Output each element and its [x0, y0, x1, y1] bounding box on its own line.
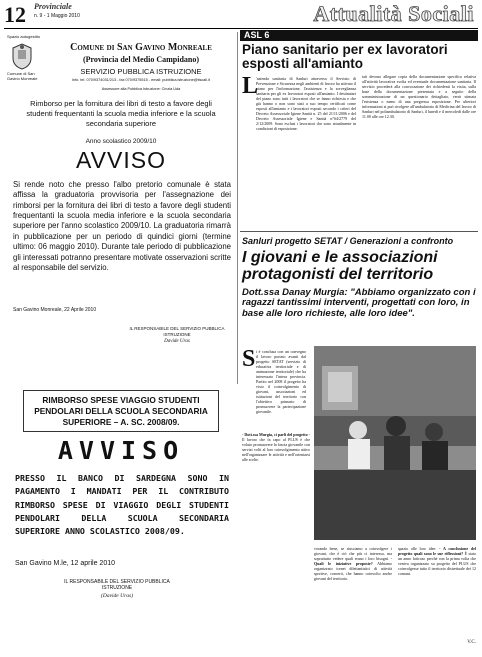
notice-rimborso-viaggio [5, 388, 237, 650]
byline: V.C. [467, 640, 476, 645]
issue-date: n. 9 - 1 Maggio 2010 [34, 13, 80, 19]
article2-kicker: Sanluri progetto SETAT / Generazioni a confronto [242, 236, 454, 246]
interview-question: - Dott.ssa Murgia, ci parli del progetto [242, 432, 308, 437]
notice2-signatory-name: (Davide Uras) [101, 593, 133, 599]
article-text: 'azienda sanitaria di Sanluri attraverso il Servizio di Prevenzione e Sicurezza negli ambienti di lavoro ha attivato il piano per l'informazione, l'assistenza e la sorveglianza sanitaria per gli ex lavoratori esposti all'amianto. I destinatari del piano sono tutti i lavoratori che se fanno richiesta e che già hanno o non sono stati a suo tempo certificati come esposti all'amianto e i lavoratori esposti secondo i criteri del Decreto Assessoriale Igiene Sanità n. 25 del 21/11/2006 e del Decreto Assessoriale Igiene e Sanità n°64/2779 del 2/12/2009. Sono esclusi i lavoratori che sono attualmente in condizioni di esposizione. [256, 76, 356, 131]
page-number: 12 [4, 2, 26, 27]
notice-heading: AVVISO [76, 147, 166, 173]
article-kicker-bar [240, 30, 478, 41]
masthead-rule [4, 28, 478, 29]
interview-question: - A conclusione del progetto quali sono le sue riflessioni? [398, 546, 477, 556]
signatory-title: IL RESPONSABILE DEL SERVIZIO PUBBLICA ISTRUZIONE [129, 326, 225, 337]
article-setat [240, 236, 478, 654]
drop-cap: L [242, 73, 259, 99]
article-col-1 [256, 76, 356, 131]
notice-date: San Gavino Monreale, 22 Aprile 2010 [13, 307, 97, 313]
province-name: (Provincia del Medio Campidano) [82, 55, 200, 64]
drop-cap: S [242, 346, 256, 372]
article-text: i è conclusa con un convegno il lavoro portato avanti dal progetto SETAT (servizio di educativa territoriale e di animazione territoriale) che ha interessato l'intera provincia. Partito nel 2008 il progetto ha visto il coinvolgimento di giovani, associazioni ed istituzioni del territorio con l'obiettivo primario di promuovere la partecipazione giovanile. [256, 349, 306, 414]
article-headline: Piano sanitario per ex lavoratori esposti all'amianto [242, 42, 448, 72]
notice-intro: Rimborso per la fornitura dei libri di testo a favore degli studenti frequentanti la scuola media inferiore e la scuola secondaria superiore [26, 99, 216, 128]
municipal-seal [11, 42, 33, 70]
office-name: SERVIZIO PUBBLICA ISTRUZIONE [80, 67, 202, 76]
stamp-label: Spazio autogestito [7, 34, 40, 39]
article-asl [240, 30, 478, 232]
notice2-body: PRESSO IL BANCO DI SARDEGNA SONO IN PAGAMENTO I MANDATI PER IL CONTRIBUTO RIMBORSO SPESE DI VIAGGIO DEGLI STUDENTI PENDOLARI DELLA SCUOLA SECONDARIA SUPERIORE ANNO SCOLASTICO 2008/09. [15, 473, 229, 537]
notice-body: Si rende noto che presso l'albo pretorio comunale è stata affissa la graduatoria provvisoria per l'assegnazione dei rimborsi per la fornitura dei libri di testo a favore degli studenti frequentanti la scuola media inferiore e la scuola secondaria superiore per l'anno scolastico 2009/10. La graduatoria rimarrà in pubblicazione per un periodo di quindici giorni (termine ultimo: 06 maggio 2010). Durante tale periodo di pubblicazione gli interessati potranno presentare motivate osservazioni scritte al responsabile del servizio. [13, 180, 231, 272]
article2-col-1b [242, 432, 310, 462]
notice2-signatory-title: IL RESPONSABILE DEL SERVIZIO PUBBLICA ISTRUZIONE [64, 579, 170, 592]
article2-subhead: Dott.ssa Danay Murgia: "Abbiamo organizzato con i ragazzi tantissimi interventi, progettati con loro, in base alle loro richieste, alle loro idee". [242, 287, 476, 319]
article2-col-2 [314, 546, 392, 581]
article-text: È stato un anno faticoso perché con la prima volta che veniva organizzato su progetto del PLUS che coinvolgesse tutto il territorio distrettuale dei 12 comuni. [398, 551, 476, 576]
assessor: Assessore alla Pubblica Istruzione: Cinzia Uda [101, 87, 181, 91]
article-text: spazio alle loro idee. [398, 546, 437, 551]
article-kicker: ASL 6 [244, 30, 270, 40]
notice-banner: RIMBORSO SPESE VIAGGIO STUDENTI PENDOLARI DELLA SCUOLA SECONDARIA SUPERIORE – A. SC. 2008/09. [23, 390, 219, 432]
article-text: - Il lavoro che fa capo al PLUS è che voluto promuovere la fascia giovanile con servizi volti al loro coinvolgimento attivo nell'organizzare le attività e nell'orientarsi alle scelte. [242, 432, 310, 462]
seal-caption: Comune di San Gavino Monreale [7, 71, 38, 81]
signatory-name: Davide Uras [164, 339, 190, 344]
paper-logo: Provinciale [34, 2, 72, 11]
article-text: vorando bene, se riusciamo a coinvolgere i giovani, che è ciò che più ci interessa, ma soprattutto vedere quali erano i loro bisogni. [314, 546, 392, 561]
municipality-name: Comune di San Gavino Monreale [70, 42, 212, 53]
article-text: Abbiamo organizzato tornei dilettantistici di attività sportive, concerti, che hanno coinvolto anche giovani del territorio. [314, 561, 392, 581]
notice2-heading: AVVISO [57, 436, 185, 465]
article-col-2 [362, 74, 476, 119]
article2-col-1 [256, 349, 306, 414]
article-text: tati devono allegare copia della documentazione specifica relativa all'attività lavorativa svolta ed eventuale documentazione sanitaria. Il servizio procederà alla convocazione dei richiedenti la visita, sulla base della documentazione presentata e a seguito della somministrazione di un questionario dettagliato, verrà stimata l'esistenza o meno di una pregressa esposizione. Per ulteriori informazioni si può rivolgere all'ambulatorio di Medicina del lavoro di Sanluri nel poliambulatorio di Sanluri, il lunedì e il mercoledì dalle ore 11.00 alle ore 12.30. [362, 74, 476, 119]
masthead [0, 0, 482, 29]
notice2-date: San Gavino M.le, 12 aprile 2010 [15, 560, 116, 567]
section-title: Attualità Sociali [313, 1, 474, 26]
interview-question: - Quali le iniziative proposte? [314, 556, 393, 566]
school-year: Anno scolastico 2009/10 [85, 138, 157, 145]
article2-headline: I giovani e le associazioni protagonisti del territorio [242, 249, 438, 284]
article2-col-3 [398, 546, 476, 576]
event-photo [314, 346, 476, 540]
contacts: Info. tel. 070/9374031/213 - fax 070/9375515 - email: pubblica.istruzione@tiscali.it [71, 78, 211, 82]
notice-libri-testo [5, 32, 238, 384]
article-divider [240, 231, 478, 232]
